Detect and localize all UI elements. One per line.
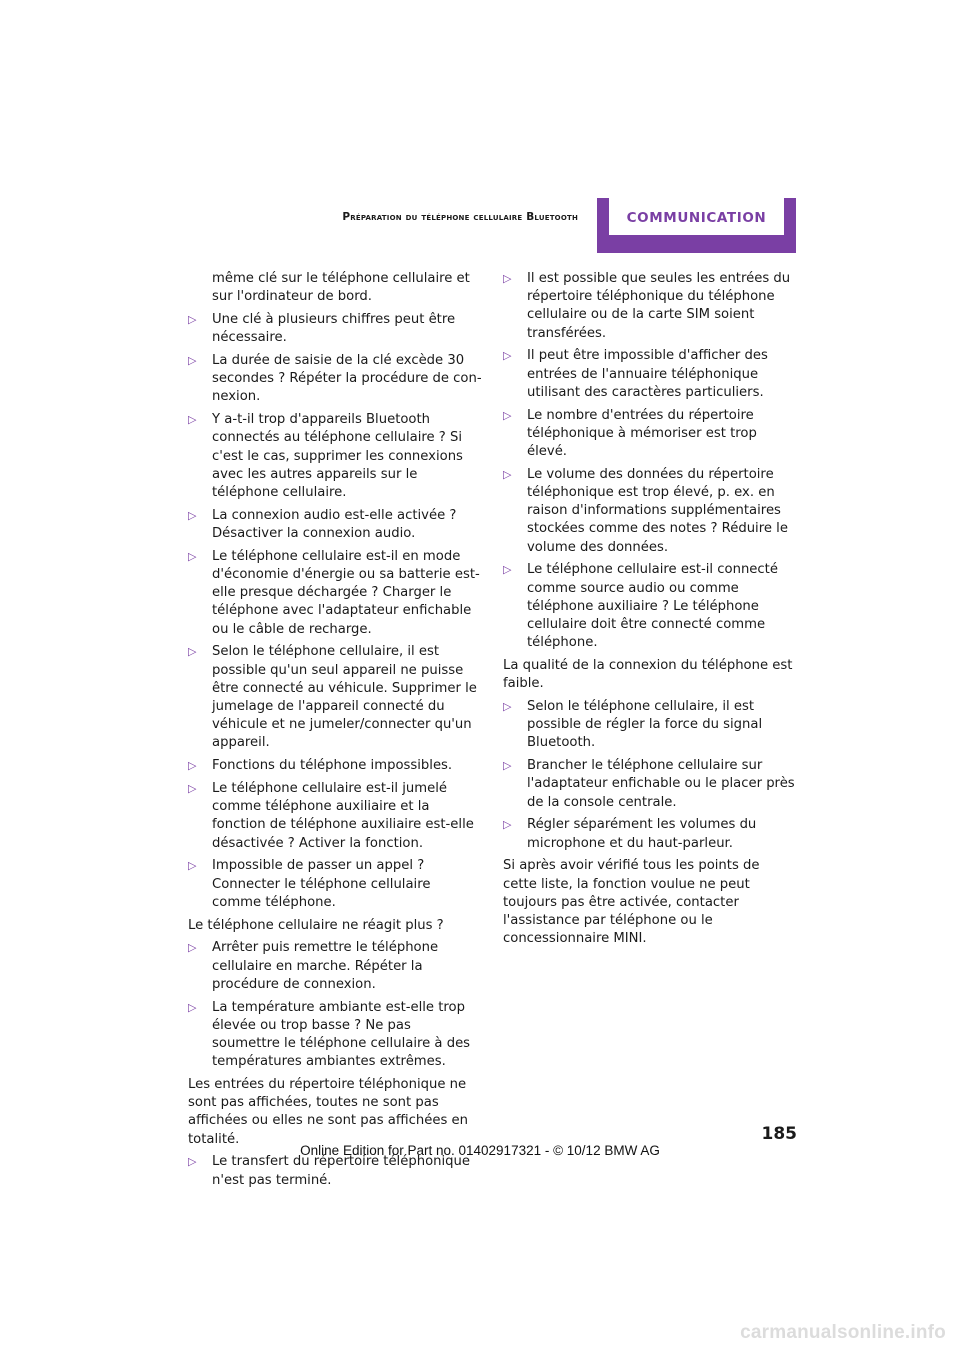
list-item-text: Il peut être impossible d'afficher des entrées de l'annuaire téléphonique utilisant des caractères particuliers. xyxy=(527,348,768,400)
triangle-bullet-icon: ▷ xyxy=(503,759,512,773)
triangle-bullet-icon: ▷ xyxy=(188,508,197,522)
list-item xyxy=(188,643,482,752)
triangle-bullet-icon: ▷ xyxy=(188,759,197,773)
list-item xyxy=(503,698,797,753)
continuation-text: même clé sur le téléphone cellulaire et sur l'ordinateur de bord. xyxy=(212,271,470,305)
list-item-text: Le nombre d'entrées du répertoire téléphonique à mémoriser est trop élevé. xyxy=(527,407,757,460)
page-number: 185 xyxy=(761,1124,797,1144)
list-item xyxy=(188,757,482,775)
triangle-bullet-icon: ▷ xyxy=(503,408,512,422)
left-list-3 xyxy=(188,1153,482,1189)
list-item xyxy=(188,507,482,543)
triangle-bullet-icon: ▷ xyxy=(503,818,512,832)
list-item xyxy=(503,270,797,343)
section-heading: Les entrées du répertoire téléphonique ne sont pas affichées, toutes ne sont pas affichées ou elles ne sont pas affichées en totalité. xyxy=(188,1077,469,1147)
list-item-text: Impossible de passer un appel ? Connecter le téléphone cellulaire comme téléphone. xyxy=(212,858,431,910)
list-item-text: Le volume des données du répertoire téléphonique est trop élevé, p. ex. en raison d'informations supplémentaires stockées comme des notes ? Réduire le volume des données. xyxy=(527,466,788,555)
list-item-text: Le téléphone cellulaire est-il connecté comme source audio ou comme téléphone auxiliaire ? Le téléphone cellulaire doit être connecté comme téléphone. xyxy=(527,562,778,651)
list-item-text: Le téléphone cellulaire est-il en mode d'économie d'énergie ou sa batterie est-elle presque déchargée ? Charger le téléphone avec l'adaptateur enfichable ou le câble de recharge. xyxy=(212,548,480,637)
triangle-bullet-icon: ▷ xyxy=(188,645,197,659)
list-item xyxy=(188,999,482,1072)
triangle-bullet-icon: ▷ xyxy=(503,700,512,714)
list-item-text: Régler séparément les volumes du microphone et du haut-parleur. xyxy=(527,817,757,851)
list-item xyxy=(188,352,482,407)
list-item xyxy=(188,1153,482,1189)
triangle-bullet-icon: ▷ xyxy=(188,941,197,955)
triangle-bullet-icon: ▷ xyxy=(188,1000,197,1014)
list-item xyxy=(503,466,797,557)
list-item xyxy=(503,757,797,812)
triangle-bullet-icon: ▷ xyxy=(503,467,512,481)
list-item-text: Arrêter puis remettre le téléphone cellulaire en marche. Répéter la procédure de connexion. xyxy=(212,940,439,992)
list-item-text: Le téléphone cellulaire est-il jumelé comme téléphone auxiliaire et la fonction de téléphone auxiliaire est-elle désactivée ? Activer la fonction. xyxy=(212,781,474,851)
triangle-bullet-icon: ▷ xyxy=(503,272,512,285)
list-item xyxy=(188,780,482,853)
list-item xyxy=(503,347,797,402)
list-item-text: Il est possible que seules les entrées du répertoire téléphonique du téléphone cellulaire ou de la carte SIM soient transférées. xyxy=(527,271,791,341)
triangle-bullet-icon: ▷ xyxy=(188,1155,197,1169)
right-list-2 xyxy=(503,698,797,853)
section-tab-label: COMMUNICATION xyxy=(609,198,784,235)
right-list-1 xyxy=(503,270,797,652)
triangle-bullet-icon: ▷ xyxy=(188,782,197,796)
list-item-text: Une clé à plusieurs chiffres peut être nécessaire. xyxy=(212,312,456,346)
section-heading: Le téléphone cellulaire ne réagit plus ? xyxy=(188,917,444,933)
list-item xyxy=(503,561,797,652)
list-item-text: Y a-t-il trop d'appareils Bluetooth connectés au téléphone cellulaire ? Si c'est le cas, supprimer les connexions avec les autres appareils sur le téléphone cellulaire. xyxy=(212,412,463,501)
list-item-text: Selon le téléphone cellulaire, il est possible qu'un seul appareil ne puisse être connecté au véhicule. Supprimer le jumelage de l'appareil connecté du véhicule et ne jumeler/connecter qu'un appareil. xyxy=(212,644,477,751)
list-item-text: Fonctions du téléphone impossibles. xyxy=(212,758,453,774)
triangle-bullet-icon: ▷ xyxy=(503,563,512,577)
triangle-bullet-icon: ▷ xyxy=(188,859,197,873)
footer-edition-note: Online Edition for Part no. 01402917321 - © 10/12 BMW AG xyxy=(300,1143,660,1158)
running-header-title: Préparation du téléphone cellulaire Bluetooth xyxy=(342,211,578,223)
list-item xyxy=(188,311,482,347)
list-item-text: La durée de saisie de la clé excède 30 secondes ? Répéter la procédure de connexion. xyxy=(212,353,482,405)
list-item xyxy=(503,816,797,852)
watermark: carmanualsonline.info xyxy=(740,1322,946,1343)
triangle-bullet-icon: ▷ xyxy=(188,313,197,326)
list-item xyxy=(188,548,482,639)
list-item-text: Brancher le téléphone cellulaire sur l'adaptateur enfichable ou le placer près de la console centrale. xyxy=(527,758,795,810)
section-heading: La qualité de la connexion du téléphone est faible. xyxy=(503,658,793,692)
list-item xyxy=(188,857,482,912)
list-item-text: Le transfert du répertoire téléphonique n'est pas terminé. xyxy=(212,1154,470,1188)
list-item-text: Selon le téléphone cellulaire, il est possible de régler la force du signal Bluetooth. xyxy=(527,699,763,751)
list-item xyxy=(188,939,482,994)
list-item-text: La température ambiante est-elle trop élevée ou trop basse ? Ne pas soumettre le téléphone cellulaire à des températures ambiantes extrêmes. xyxy=(212,999,471,1070)
left-list-2 xyxy=(188,939,482,1071)
list-item-text: La connexion audio est-elle activée ? Désactiver la connexion audio. xyxy=(212,507,457,542)
left-column xyxy=(188,270,482,1194)
list-item xyxy=(188,411,482,502)
left-list-1 xyxy=(188,311,482,912)
closing-paragraph: Si après avoir vérifié tous les points de cette liste, la fonction voulue ne peut toujours pas être activée, contacter l'assistance par téléphone ou le concessionnaire MINI. xyxy=(503,858,760,947)
triangle-bullet-icon: ▷ xyxy=(188,413,197,427)
right-column xyxy=(503,270,797,953)
triangle-bullet-icon: ▷ xyxy=(188,354,197,367)
triangle-bullet-icon: ▷ xyxy=(188,549,197,563)
section-tab xyxy=(597,198,796,253)
list-item xyxy=(503,407,797,462)
triangle-bullet-icon: ▷ xyxy=(503,349,512,363)
